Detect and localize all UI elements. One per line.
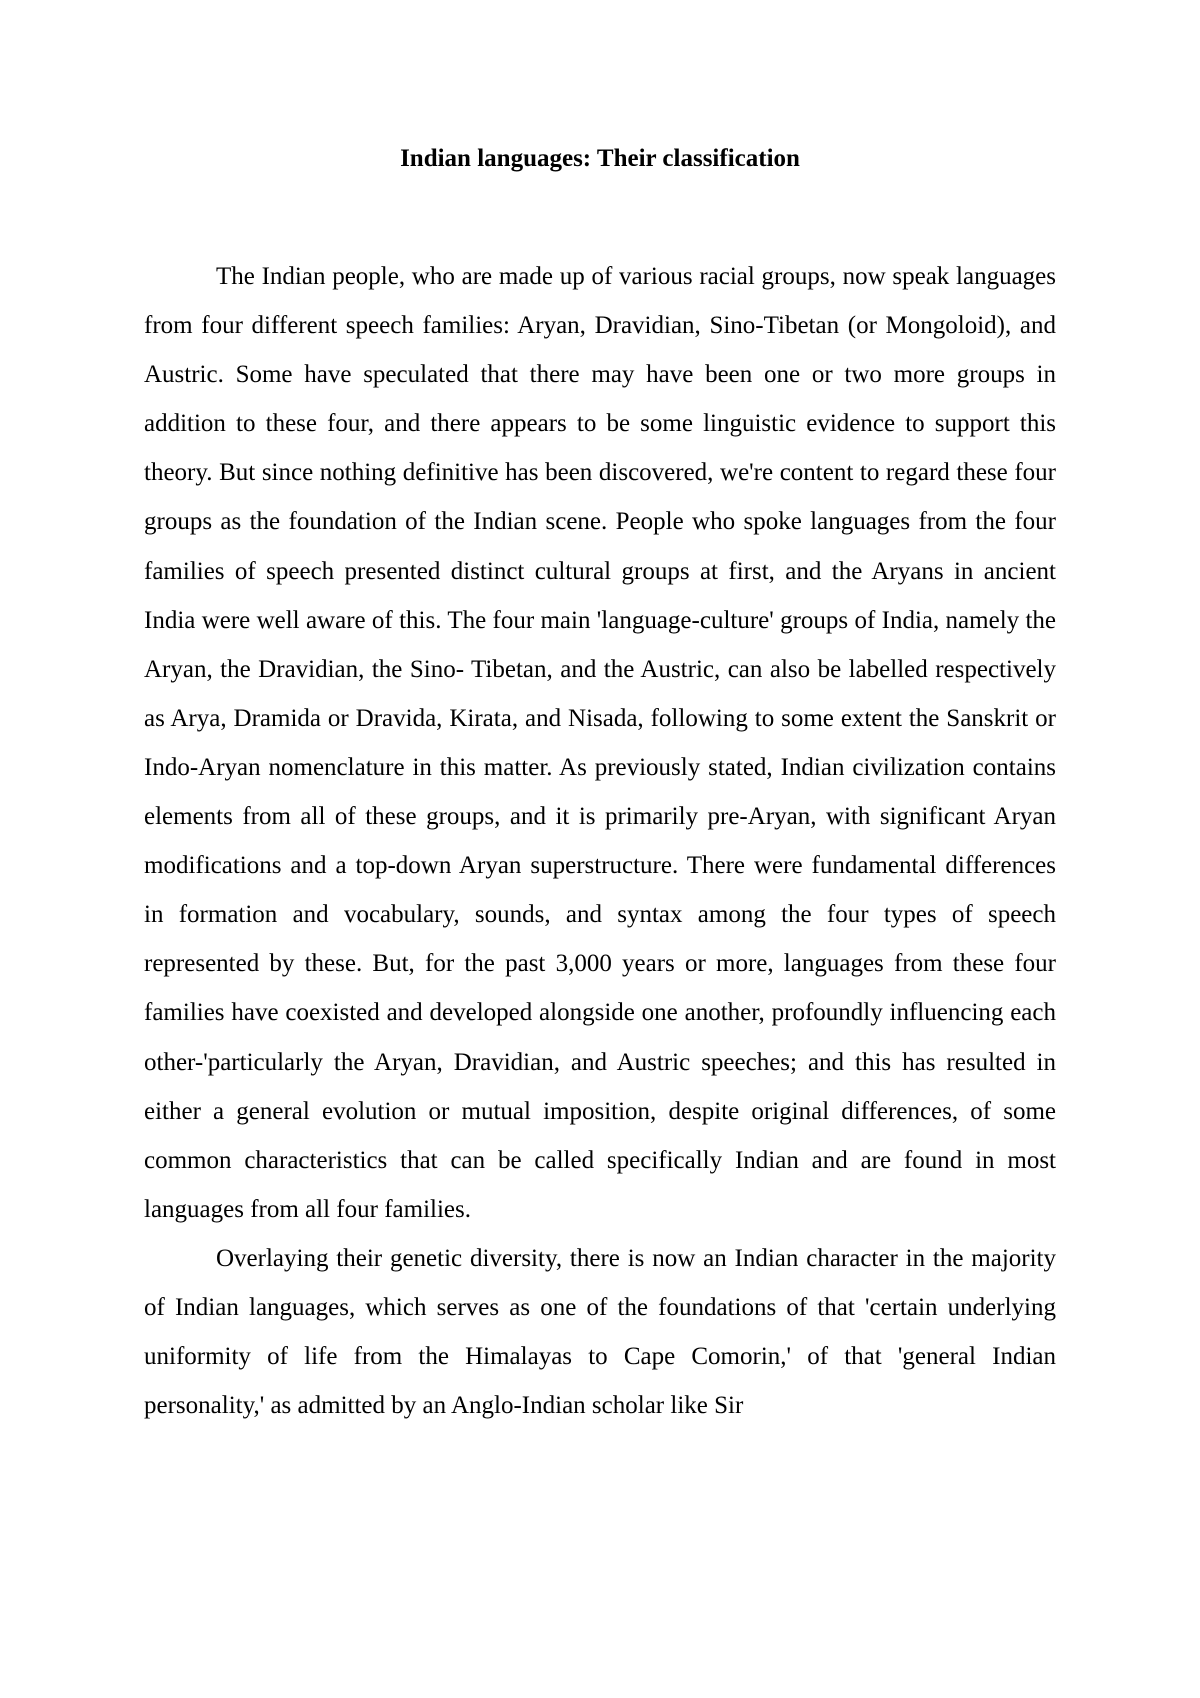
paragraph-1: The Indian people, who are made up of various racial groups, now speak languages from four different speech families: Aryan, Dravidian, Sino-Tibetan (or Mongoloid), and Austric. Some have speculated that there may have been one or two more groups in addition to these four, and there appears to be some linguistic evidence to support this theory. But since nothing definitive has been discovered, we're content to regard these four groups as the foundation of the Indian scene. People who spoke languages from the four families of speech presented distinct cultural groups at first, and the Aryans in ancient India were well aware of this. The four main 'language-culture' groups of India, namely the Aryan, the Dravidian, the Sino- Tibetan, and the Austric, can also be labelled respectively as Arya, Dramida or Dravida, Kirata, and Nisada, following to some extent the Sanskrit or Indo-Aryan nomenclature in this matter. As previously stated, Indian civilization contains elements from all of these groups, and it is primarily pre-Aryan, with significant Aryan modifications and a top-down Aryan superstructure. There were fundamental differences in formation and vocabulary, sounds, and syntax among the four types of speech represented by these. But, for the past 3,000 years or more, languages from these four families have coexisted and developed alongside one another, profoundly influencing each other-'particularly the Aryan, Dravidian, and Austric speeches; and this has resulted in either a general evolution or mutual imposition, despite original differences, of some common characteristics that can be called specifically Indian and are found in most languages from all four families.	[144, 263, 1056, 1223]
document-body	[144, 252, 1056, 1430]
paragraph-2: Overlaying their genetic diversity, there is now an Indian character in the majority of Indian languages, which serves as one of the foundations of that 'certain underlying uniformity of life from the Himalayas to Cape Comorin,' of that 'general Indian personality,' as admitted by an Anglo-Indian scholar like Sir	[144, 1244, 1056, 1420]
document-title: Indian languages: Their classification	[400, 145, 800, 172]
